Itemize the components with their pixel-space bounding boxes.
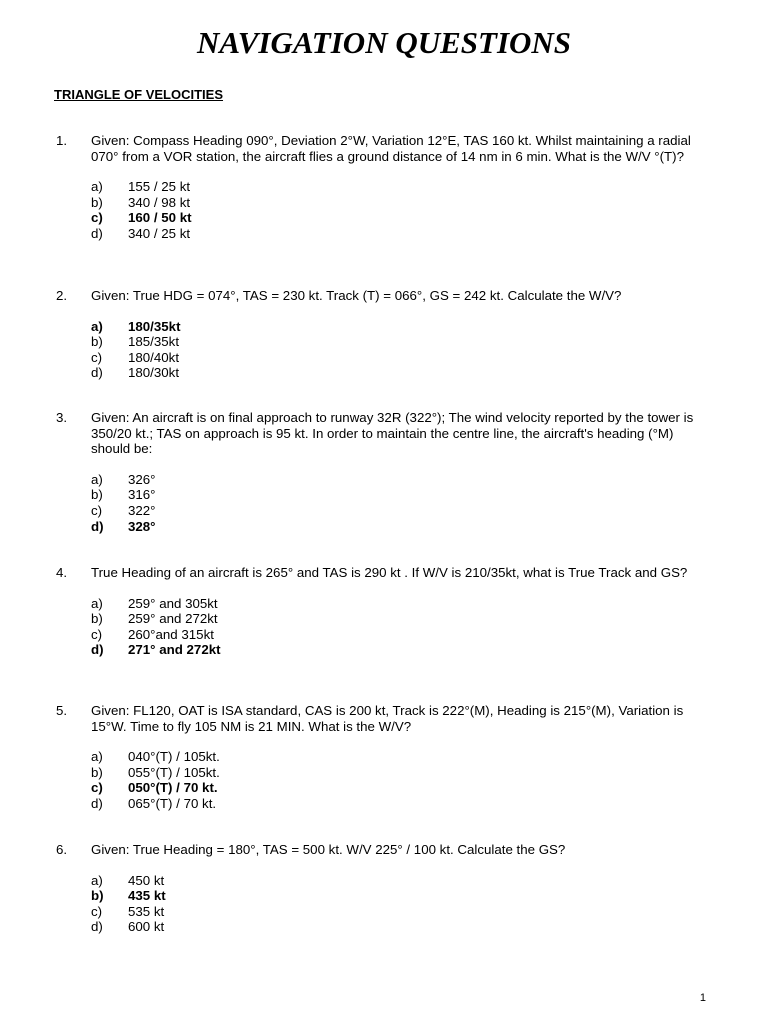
option-letter: a) bbox=[91, 471, 103, 487]
option-text: 340 / 98 kt bbox=[128, 194, 191, 210]
question-text: True Heading of an aircraft is 265° and TAS is 290 kt . If W/V is 210/35kt, what is True Track and GS? bbox=[91, 565, 688, 580]
option-a-correct-answer bbox=[91, 319, 716, 335]
option-c-correct-answer bbox=[91, 210, 716, 226]
option-letter: d) bbox=[91, 642, 104, 658]
option-text: 180/30kt bbox=[128, 365, 180, 381]
option-a bbox=[91, 873, 716, 889]
option-a bbox=[91, 596, 716, 612]
option-text: 055°(T) / 105kt. bbox=[128, 764, 220, 780]
option-letter: c) bbox=[91, 349, 103, 365]
option-letter: b) bbox=[91, 888, 104, 904]
question-number: 4. bbox=[56, 565, 68, 580]
option-c bbox=[91, 904, 716, 920]
question-text: Given: True Heading = 180°, TAS = 500 kt. W/V 225° / 100 kt. Calculate the GS? bbox=[91, 842, 566, 857]
option-text: 259° and 305kt bbox=[128, 595, 218, 611]
option-text: 185/35kt bbox=[128, 334, 180, 350]
option-text: 155 / 25 kt bbox=[128, 179, 191, 195]
option-b bbox=[91, 611, 716, 627]
option-letter: d) bbox=[91, 365, 103, 381]
option-b bbox=[91, 765, 716, 781]
question-5 bbox=[56, 703, 716, 812]
question-number: 6. bbox=[56, 842, 68, 857]
option-letter: c) bbox=[91, 502, 103, 518]
option-text: 065°(T) / 70 kt. bbox=[128, 795, 217, 811]
option-d-correct-answer bbox=[91, 519, 716, 535]
question-1 bbox=[56, 133, 716, 242]
option-letter: a) bbox=[91, 595, 103, 611]
option-letter: c) bbox=[91, 780, 103, 796]
option-letter: b) bbox=[91, 611, 103, 627]
option-d-correct-answer bbox=[91, 642, 716, 658]
option-d bbox=[91, 796, 716, 812]
option-b bbox=[91, 195, 716, 211]
question-number: 5. bbox=[56, 703, 68, 718]
option-b-correct-answer bbox=[91, 888, 716, 904]
answer-options bbox=[56, 873, 716, 935]
option-c-correct-answer bbox=[91, 780, 716, 796]
option-letter: c) bbox=[91, 903, 103, 919]
question-6 bbox=[56, 842, 716, 935]
option-text: 259° and 272kt bbox=[128, 611, 218, 627]
answer-options bbox=[56, 472, 716, 534]
option-letter: d) bbox=[91, 795, 103, 811]
question-4 bbox=[56, 565, 716, 658]
question-number: 1. bbox=[56, 133, 68, 148]
answer-options bbox=[56, 179, 716, 241]
option-letter: d) bbox=[91, 225, 103, 241]
option-d bbox=[91, 919, 716, 935]
question-text: Given: Compass Heading 090°, Deviation 2°W, Variation 12°E, TAS 160 kt. Whilst maintaining a radial 070° from a VOR station, the aircraft flies a ground distance of 14 nm in 6 min. What is the W/V °(T)? bbox=[91, 133, 691, 164]
question-text: Given: FL120, OAT is ISA standard, CAS is 200 kt, Track is 222°(M), Heading is 215°(M), Variation is 15°W. Time to fly 105 NM is 21 MIN. What is the W/V? bbox=[91, 703, 684, 734]
option-text: 180/40kt bbox=[128, 349, 180, 365]
option-letter: d) bbox=[91, 518, 104, 534]
option-letter: b) bbox=[91, 764, 103, 780]
option-text: 328° bbox=[128, 518, 156, 534]
option-letter: b) bbox=[91, 487, 103, 503]
option-text: 316° bbox=[128, 487, 156, 503]
answer-options bbox=[56, 596, 716, 658]
option-text: 271° and 272kt bbox=[128, 642, 221, 658]
option-text: 260°and 315kt bbox=[128, 626, 214, 642]
option-letter: c) bbox=[91, 210, 103, 226]
answer-options bbox=[56, 319, 716, 381]
question-3 bbox=[56, 410, 716, 534]
question-2 bbox=[56, 288, 716, 381]
option-letter: d) bbox=[91, 919, 103, 935]
option-b bbox=[91, 487, 716, 503]
answer-options bbox=[56, 749, 716, 811]
option-text: 322° bbox=[128, 502, 156, 518]
option-b bbox=[91, 334, 716, 350]
option-text: 535 kt bbox=[128, 903, 165, 919]
question-text: Given: An aircraft is on final approach to runway 32R (322°); The wind velocity reported by the tower is 350/20 kt.; TAS on approach is 95 kt. In order to maintain the centre line, the aircraft's heading (°M) should be: bbox=[91, 410, 694, 457]
question-text: Given: True HDG = 074°, TAS = 230 kt. Track (T) = 066°, GS = 242 kt. Calculate the W/V? bbox=[91, 288, 622, 303]
option-d bbox=[91, 365, 716, 381]
option-letter: a) bbox=[91, 749, 103, 765]
option-letter: b) bbox=[91, 334, 103, 350]
option-text: 160 / 50 kt bbox=[128, 210, 192, 226]
option-text: 050°(T) / 70 kt. bbox=[128, 780, 218, 796]
question-number: 3. bbox=[56, 410, 68, 425]
option-text: 435 kt bbox=[128, 888, 166, 904]
option-a bbox=[91, 179, 716, 195]
option-letter: a) bbox=[91, 318, 103, 334]
option-text: 340 / 25 kt bbox=[128, 225, 191, 241]
option-a bbox=[91, 749, 716, 765]
option-a bbox=[91, 472, 716, 488]
question-number: 2. bbox=[56, 288, 68, 303]
option-c bbox=[91, 503, 716, 519]
option-text: 326° bbox=[128, 471, 156, 487]
option-d bbox=[91, 226, 716, 242]
option-text: 600 kt bbox=[128, 919, 165, 935]
option-text: 040°(T) / 105kt. bbox=[128, 749, 220, 765]
section-heading: TRIANGLE OF VELOCITIES bbox=[54, 87, 224, 102]
option-text: 450 kt bbox=[128, 872, 165, 888]
option-letter: c) bbox=[91, 626, 103, 642]
option-letter: a) bbox=[91, 872, 103, 888]
document-title: NAVIGATION QUESTIONS bbox=[196, 25, 572, 60]
page-number: 1 bbox=[699, 992, 706, 1004]
option-c bbox=[91, 350, 716, 366]
option-letter: a) bbox=[91, 179, 103, 195]
option-text: 180/35kt bbox=[128, 318, 181, 334]
option-letter: b) bbox=[91, 194, 103, 210]
option-c bbox=[91, 627, 716, 643]
